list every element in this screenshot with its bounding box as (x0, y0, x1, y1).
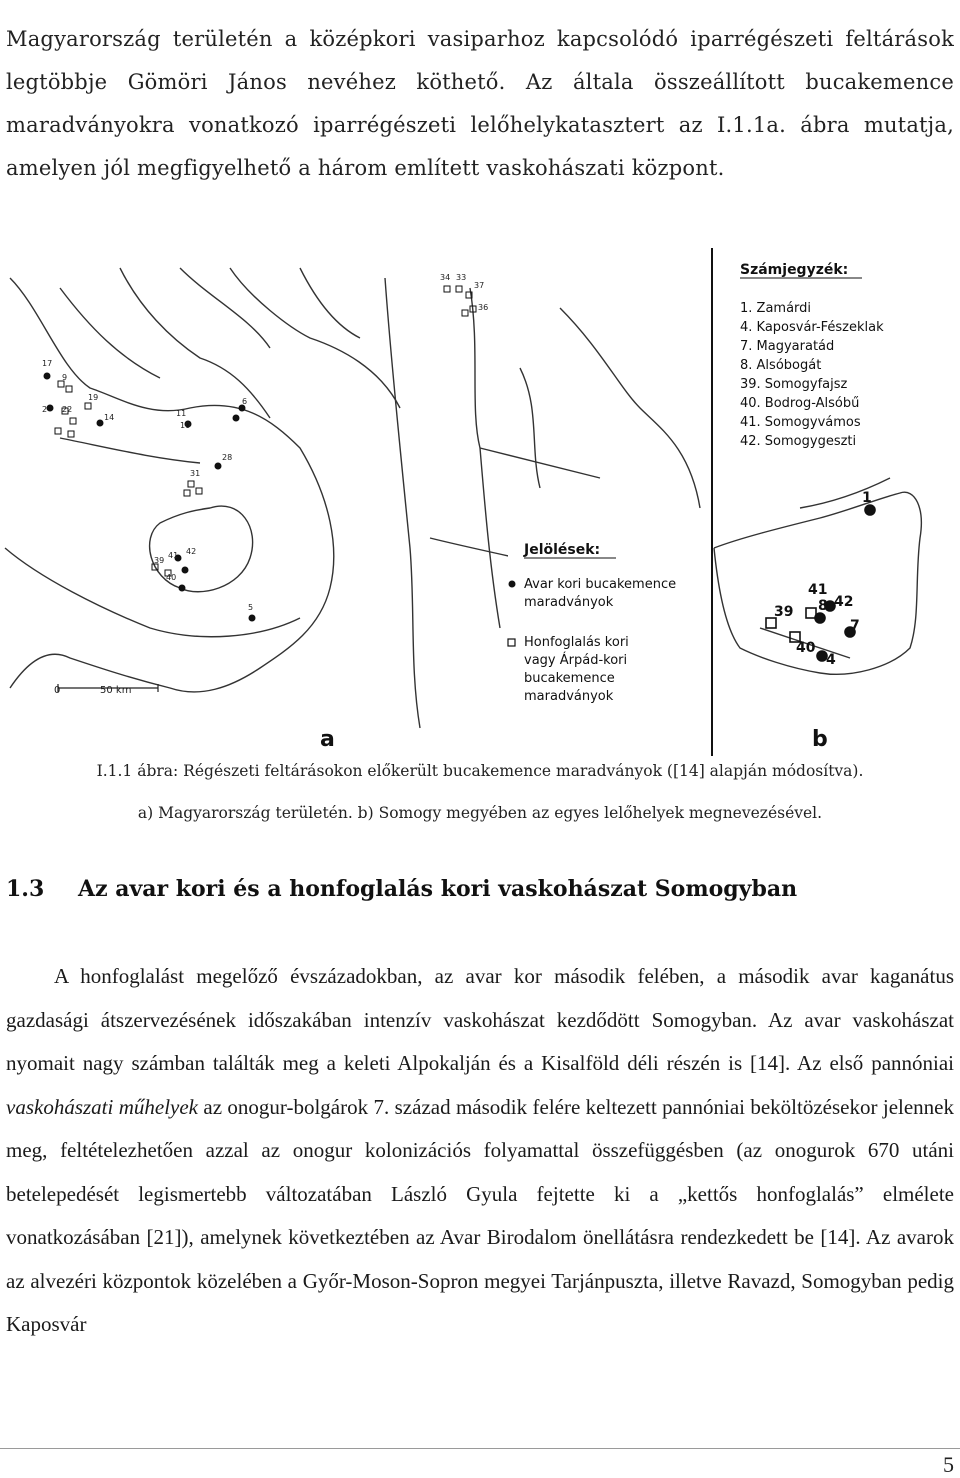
site-square (188, 481, 194, 487)
legend-list (740, 301, 884, 449)
svg-text:28: 28 (222, 453, 233, 462)
map-svg (0, 248, 960, 756)
site-dot (47, 405, 53, 411)
svg-text:22: 22 (62, 405, 73, 414)
site-square (55, 428, 61, 434)
marker-hon-line4: maradványok (524, 689, 614, 704)
svg-text:42: 42 (186, 547, 197, 556)
footer-rule (0, 1448, 960, 1449)
site-dot (815, 613, 825, 623)
site-dot (182, 567, 188, 573)
section-heading (6, 876, 797, 902)
site-square (184, 490, 190, 496)
svg-text:36: 36 (478, 303, 489, 312)
svg-text:39: 39 (774, 604, 794, 620)
site-square (70, 418, 76, 424)
svg-text:2: 2 (42, 405, 48, 414)
legend-title: Számjegyzék: (740, 262, 849, 278)
svg-text:19: 19 (88, 393, 99, 402)
svg-text:6: 6 (242, 397, 248, 406)
border-line (10, 278, 334, 692)
body-text-part2: az onogur-bolgárok 7. század második felére keltezett pannóniai beköltözésekor jelennek meg, feltételezhetően azzal az onogur kolonizációs folyamattal összefüggésben (az onogurok 670 utáni betelepedését legismertebb változatában László Gyula fejtette ki a „kettős honfoglalás” elmélete vonatkozásában [21]), amelynek következtében az Avar Birodalom önellátásra rendezkedett be [14]. Az avarok az alvezéri központok közelében a Győr-Moson-Sopron megyei Tarjánpuszta, illetve Ravazd, Somogyban pedig Kaposvár (6, 1094, 954, 1336)
figure-caption-line2: a) Magyarország területén. b) Somogy megyében az egyes lelőhelyek megnevezésével. (137, 804, 823, 822)
site-dot (179, 585, 185, 591)
svg-text:9: 9 (62, 373, 68, 382)
balaton-shore (800, 478, 890, 508)
site-dot (249, 615, 255, 621)
marker-hon-line2: vagy Árpád-kori (524, 653, 628, 668)
svg-text:7: 7 (850, 618, 860, 634)
legend-item: 39. Somogyfajsz (740, 377, 848, 392)
figure-caption-line1: I.1.1 ábra: Régészeti feltárásokon előkerült bucakemence maradványok ([14] alapján módosítva). (96, 762, 864, 780)
site-square (462, 310, 468, 316)
svg-text:4: 4 (826, 652, 836, 668)
svg-text:40: 40 (796, 640, 816, 656)
site-dot (233, 415, 239, 421)
legend-item: 1. Zamárdi (740, 301, 812, 316)
svg-text:10: 10 (180, 421, 191, 430)
river-line (300, 268, 360, 338)
panel-b-label: b (812, 727, 828, 752)
avar-marker-dot (509, 581, 516, 588)
legend-item: 42. Somogygeszti (740, 434, 857, 449)
body-text-part1: A honfoglalást megelőző évszázadokban, az avar kor második felében, a második avar kaganátus gazdasági átszervezésének időszakában intenzív vaskohászat kezdődött Somogyban. Az avar vaskohászat nyomait nagy számban találták meg a keleti Alpokalján és a Kisalföld déli részén is [14]. Az első pannóniai (6, 964, 954, 1075)
svg-text:39: 39 (154, 556, 165, 565)
balaton-outline (60, 438, 200, 463)
svg-text:5: 5 (248, 603, 254, 612)
site-dot (44, 373, 50, 379)
svg-text:40: 40 (166, 573, 177, 582)
marker-avar-line2: maradványok (524, 595, 614, 610)
marker-avar-line1: Avar kori bucakemence (524, 577, 677, 592)
site-square (444, 286, 450, 292)
svg-text:41: 41 (168, 551, 179, 560)
river-line (180, 268, 270, 348)
panel-a-label: a (320, 727, 335, 752)
site-square (66, 386, 72, 392)
site-square (456, 286, 462, 292)
river-line (60, 288, 160, 378)
river-line (230, 268, 400, 408)
panel-b-map (714, 478, 921, 674)
svg-text:11: 11 (176, 409, 187, 418)
river-line (480, 448, 600, 478)
river-danube (385, 278, 420, 728)
scale-zero: 0 (54, 685, 61, 696)
section-number: 1.3 (6, 876, 45, 902)
svg-text:8: 8 (818, 598, 828, 614)
page-number: 5 (943, 1452, 954, 1477)
marker-hon-line1: Honfoglalás kori (524, 635, 629, 650)
river-line (520, 368, 540, 488)
svg-text:42: 42 (834, 594, 854, 610)
river-line (560, 308, 700, 508)
svg-text:31: 31 (190, 469, 201, 478)
site-labels-a (42, 273, 488, 612)
svg-text:17: 17 (42, 359, 53, 368)
site-dot (865, 505, 875, 515)
body-paragraph (6, 955, 954, 1347)
site-square (68, 431, 74, 437)
svg-text:33: 33 (456, 273, 467, 282)
svg-text:41: 41 (808, 582, 828, 598)
svg-text:34: 34 (440, 273, 451, 282)
marker-hon-line3: bucakemence (524, 671, 615, 686)
scale-label: 50 km (100, 685, 132, 696)
legend-item: 41. Somogyvámos (740, 415, 861, 430)
legend-item: 8. Alsóbogát (740, 358, 822, 373)
markers-title: Jelölések: (524, 542, 601, 558)
legend-item: 40. Bodrog-Alsóbű (740, 396, 860, 411)
site-square (196, 488, 202, 494)
svg-text:1: 1 (862, 490, 872, 506)
legend-item: 4. Kaposvár-Fészeklak (740, 320, 884, 335)
site-square (85, 403, 91, 409)
legend-item: 7. Magyaratád (740, 339, 835, 354)
river-tisza (470, 288, 500, 628)
svg-text:37: 37 (474, 281, 485, 290)
body-text-italic: vaskohászati műhelyek (6, 1094, 198, 1119)
figure-map (0, 248, 960, 756)
intro-paragraph: Magyarország területén a középkori vasiparhoz kapcsolódó iparrégészeti feltárások legtöbbje Gömöri János nevéhez köthető. Az általa összeállított bucakemence maradványokra vonatkozó iparrégészeti lelőhelykatasztert az I.1.1a. ábra mutatja, amelyen jól megfigyelhető a három említett vaskohászati központ. (6, 27, 954, 180)
site-dot (215, 463, 221, 469)
section-title: Az avar kori és a honfoglalás kori vaskohászat Somogyban (78, 876, 798, 902)
site-dot (97, 420, 103, 426)
svg-text:14: 14 (104, 413, 115, 422)
